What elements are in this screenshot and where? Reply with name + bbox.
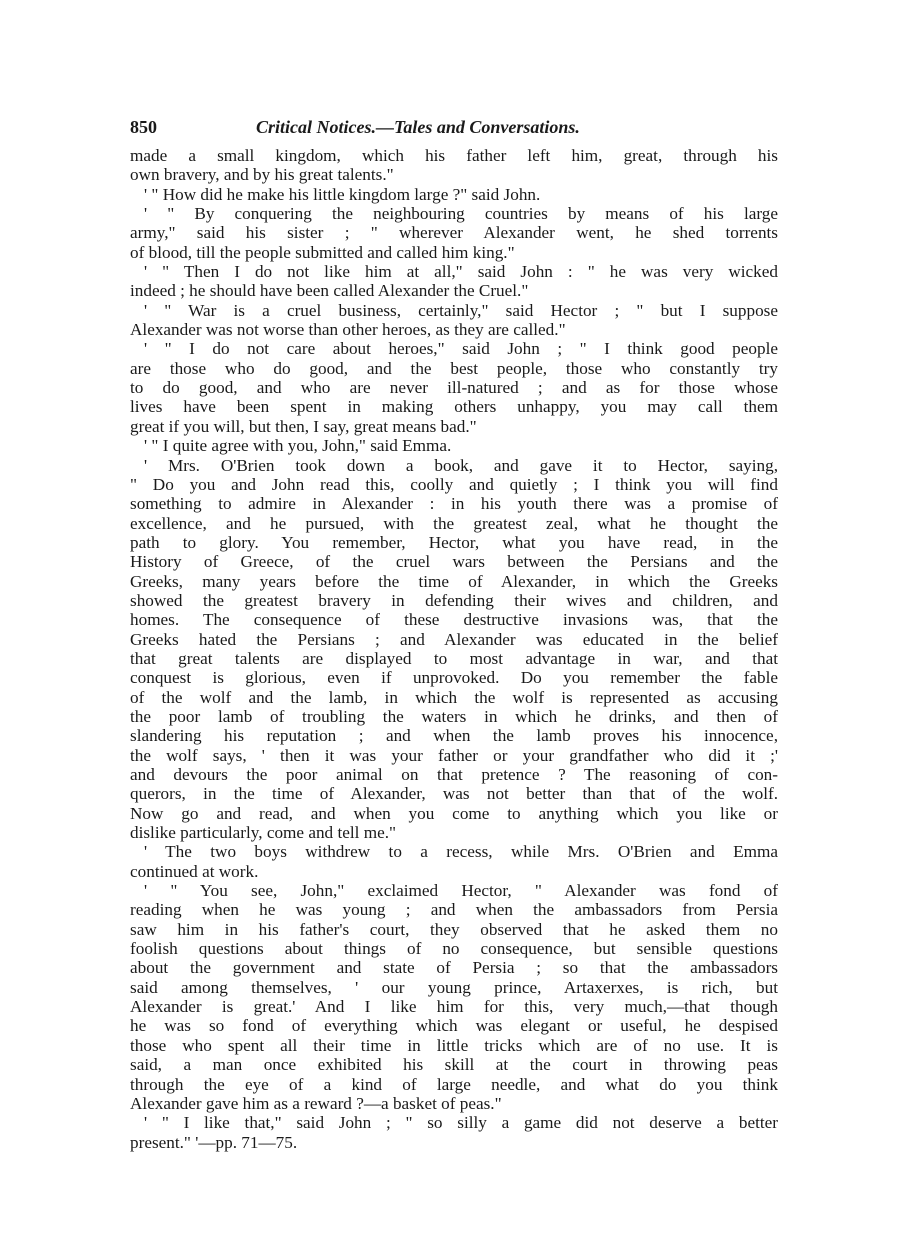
- text-line: of blood, till the people submitted and called him king.": [130, 242, 515, 262]
- text-line: and devours the poor animal on that pretence ? The reasoning of con-: [130, 765, 778, 784]
- text-line: made a small kingdom, which his father left him, great, through his: [130, 146, 778, 165]
- text-line: ' " Then I do not like him at all," said John : " he was very wicked: [144, 262, 778, 282]
- text-line: Alexander is great.' And I like him for this, very much,—that though: [130, 997, 778, 1017]
- text-line: slandering his reputation ; and when the lamb proves his innocence,: [130, 726, 778, 746]
- text-line: ' " How did he make his little kingdom large ?" said John.: [144, 184, 541, 204]
- text-line: own bravery, and by his great talents.": [130, 165, 394, 185]
- text-line: foolish questions about things of no consequence, but sensible questions: [130, 939, 778, 959]
- text-line: ' " I like that," said John ; " so silly a game did not deserve a better: [144, 1113, 778, 1133]
- text-line: ' " You see, John," exclaimed Hector, " Alexander was fond of: [144, 881, 778, 901]
- text-line: ' " By conquering the neighbouring countries by means of his large: [144, 204, 778, 224]
- text-line: ' The two boys withdrew to a recess, while Mrs. O'Brien and Emma: [144, 842, 778, 862]
- text-line: Alexander gave him as a reward ?—a basket of peas.": [130, 1093, 502, 1113]
- text-line: excellence, and he pursued, with the greatest zeal, what he thought the: [130, 513, 778, 533]
- text-line: through the eye of a kind of large needle, and what do you think: [130, 1074, 778, 1094]
- text-line: " Do you and John read this, coolly and quietly ; I think you will find: [130, 474, 778, 494]
- text-line: are those who do good, and the best people, those who constantly try: [130, 358, 778, 378]
- text-line: something to admire in Alexander : in his youth there was a promise of: [130, 494, 778, 514]
- text-line: homes. The consequence of these destructive invasions was, that the: [130, 610, 778, 630]
- text-line: History of Greece, of the cruel wars between the Persians and the: [130, 552, 778, 572]
- text-line: to do good, and who are never ill-natured ; and as for those whose: [130, 378, 778, 398]
- text-line: said among themselves, ' our young prince, Artaxerxes, is rich, but: [130, 977, 778, 997]
- text-line: ' " War is a cruel business, certainly," said Hector ; " but I suppose: [144, 300, 778, 320]
- text-line: the poor lamb of troubling the waters in which he drinks, and then of: [130, 706, 778, 726]
- text-line: those who spent all their time in little tricks which are of no use. It is: [130, 1035, 778, 1055]
- page-number: 850: [130, 117, 157, 137]
- text-line: conquest is glorious, even if unprovoked. Do you remember the fable: [130, 668, 778, 688]
- text-line: that great talents are displayed to most advantage in war, and that: [130, 648, 778, 668]
- text-line: he was so fond of everything which was elegant or useful, he despised: [130, 1016, 778, 1036]
- text-line: showed the greatest bravery in defending their wives and children, and: [130, 590, 778, 610]
- text-line: reading when he was young ; and when the ambassadors from Persia: [130, 900, 778, 920]
- text-line: querors, in the time of Alexander, was not better than that of the wolf.: [130, 784, 778, 804]
- text-line: indeed ; he should have been called Alexander the Cruel.": [130, 281, 529, 301]
- text-line: ' " I do not care about heroes," said John ; " I think good people: [144, 339, 778, 359]
- text-line: about the government and state of Persia ; so that the ambassadors: [130, 958, 778, 978]
- text-line: ' Mrs. O'Brien took down a book, and gave it to Hector, saying,: [144, 455, 778, 475]
- text-line: Alexander was not worse than other heroes, as they are called.": [130, 320, 566, 340]
- page-header: [130, 117, 780, 145]
- text-line: of the wolf and the lamb, in which the wolf is represented as accusing: [130, 687, 778, 707]
- text-line: ' " I quite agree with you, John," said Emma.: [144, 436, 452, 456]
- text-line: lives have been spent in making others unhappy, you may call them: [130, 397, 778, 417]
- text-line: great if you will, but then, I say, great means bad.": [130, 416, 477, 436]
- text-line: Greeks hated the Persians ; and Alexander was educated in the belief: [130, 629, 778, 649]
- running-head: Critical Notices.—Tales and Conversations.: [256, 117, 580, 137]
- text-line: said, a man once exhibited his skill at the court in throwing peas: [130, 1055, 778, 1075]
- text-line: dislike particularly, come and tell me.": [130, 823, 397, 843]
- body-text: [130, 146, 778, 1152]
- text-line: Now go and read, and when you come to anything which you like or: [130, 803, 778, 823]
- text-line: path to glory. You remember, Hector, what you have read, in the: [130, 532, 778, 552]
- text-line: army," said his sister ; " wherever Alexander went, he shed torrents: [130, 223, 778, 243]
- text-line: saw him in his father's court, they observed that he asked them no: [130, 919, 778, 939]
- text-line: present." '—pp. 71—75.: [130, 1132, 298, 1152]
- text-line: Greeks, many years before the time of Alexander, in which the Greeks: [130, 571, 778, 591]
- text-line: continued at work.: [130, 861, 259, 881]
- text-line: the wolf says, ' then it was your father or your grandfather who did it ;': [130, 745, 778, 765]
